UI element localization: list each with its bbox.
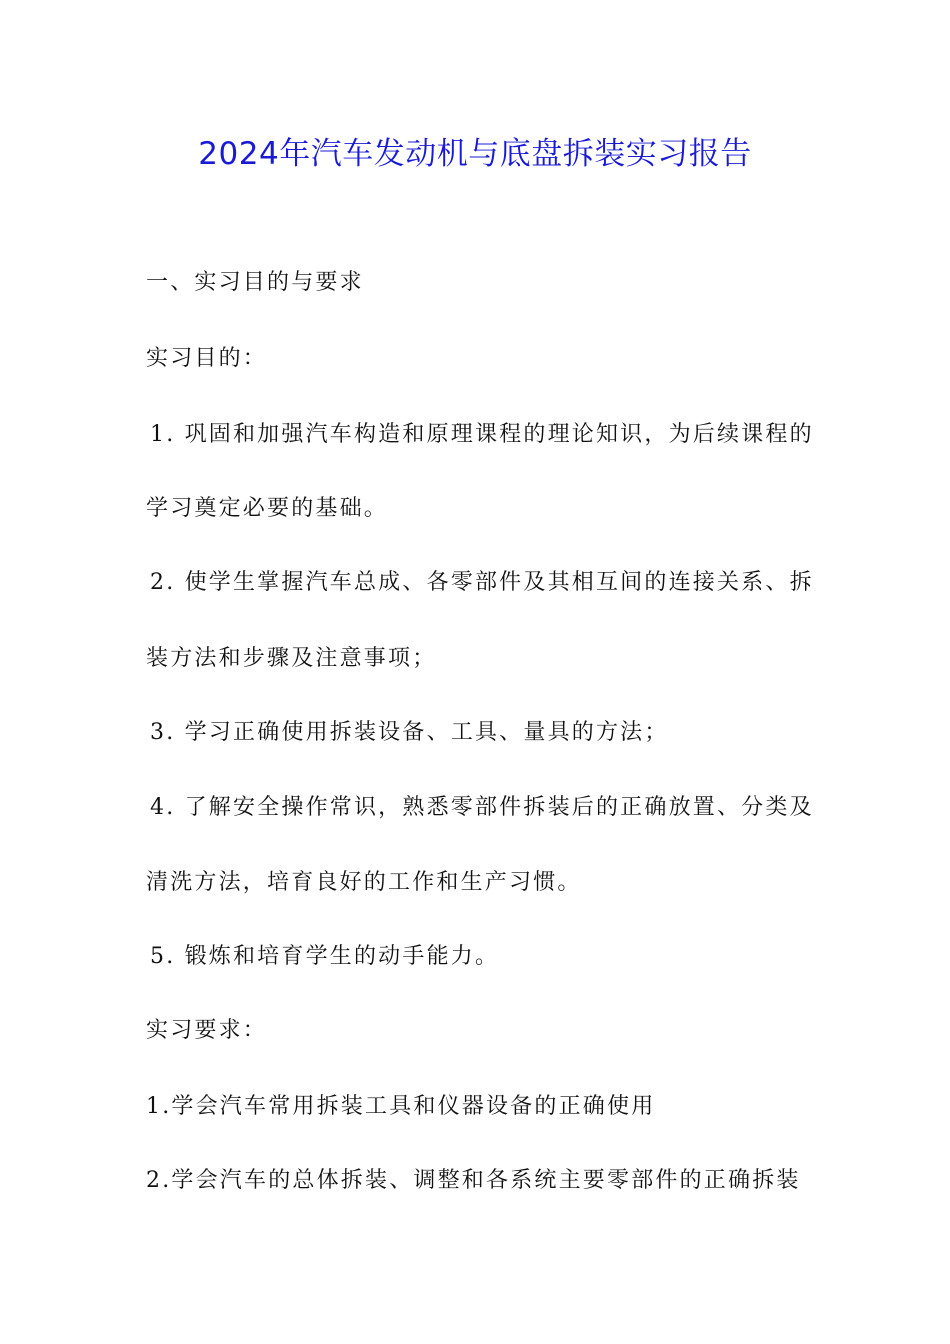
list-item: 3. 学习正确使用拆装设备、工具、量具的方法； <box>150 720 669 745</box>
document-title: 2024年汽车发动机与底盘拆装实习报告 <box>198 136 752 172</box>
list-item-continuation: 清洗方法，培育良好的工作和生产习惯。 <box>146 870 582 895</box>
list-item: 2. 使学生掌握汽车总成、各零部件及其相互间的连接关系、拆 <box>150 570 814 595</box>
section-heading: 一、实习目的与要求 <box>146 270 364 295</box>
list-item: 2.学会汽车的总体拆装、调整和各系统主要零部件的正确拆装 <box>146 1168 801 1193</box>
list-item: 5. 锻炼和培育学生的动手能力。 <box>150 944 500 969</box>
list-item: 4. 了解安全操作常识，熟悉零部件拆装后的正确放置、分类及 <box>150 795 814 820</box>
subheading-purpose: 实习目的： <box>146 346 268 371</box>
list-item-continuation: 学习奠定必要的基础。 <box>146 496 389 521</box>
list-item: 1.学会汽车常用拆装工具和仪器设备的正确使用 <box>146 1094 656 1119</box>
list-item-continuation: 装方法和步骤及注意事项； <box>146 646 437 671</box>
list-item: 1. 巩固和加强汽车构造和原理课程的理论知识，为后续课程的 <box>150 422 814 447</box>
subheading-requirements: 实习要求： <box>146 1018 268 1043</box>
